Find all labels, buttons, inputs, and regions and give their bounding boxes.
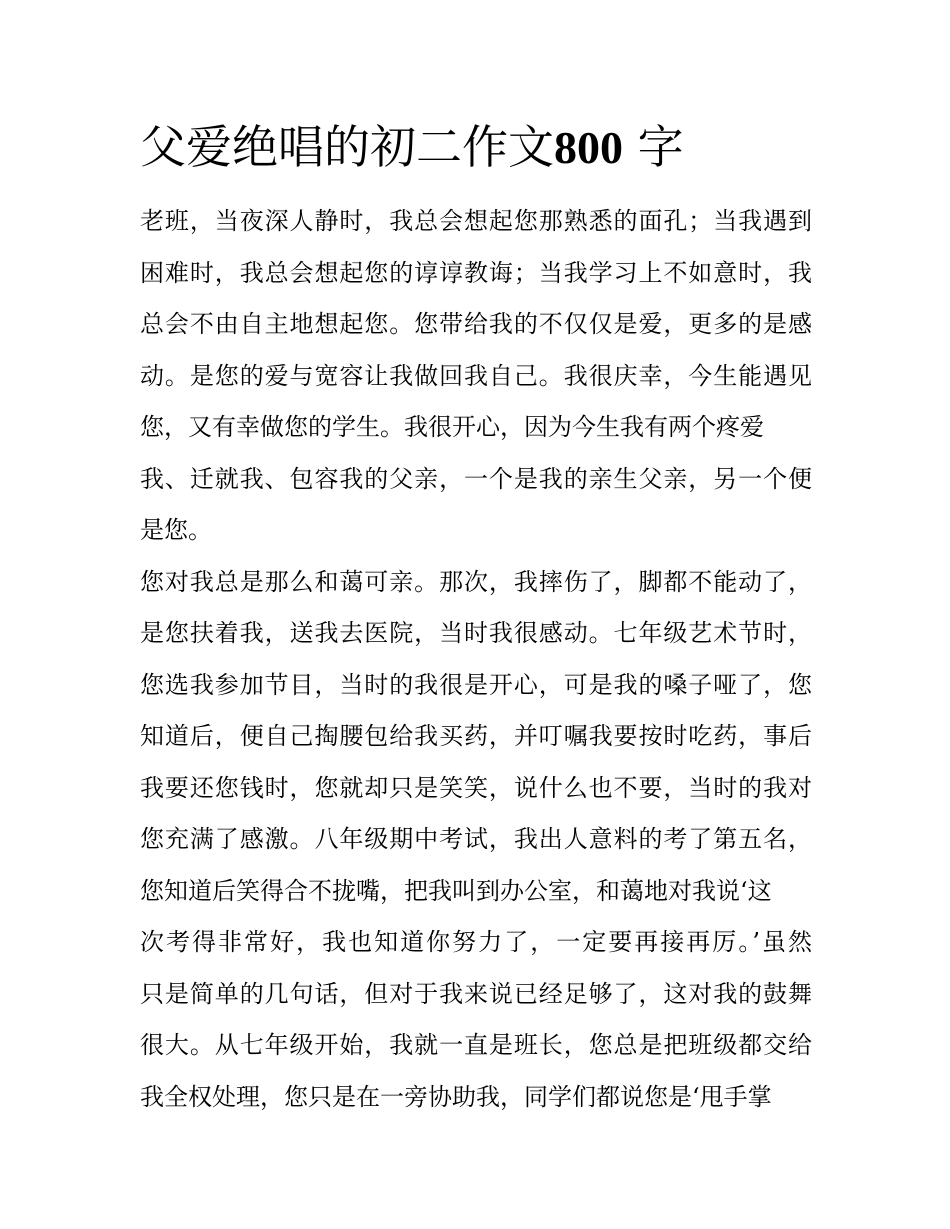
essay-body [140,196,812,1123]
text-line: 我要还您钱时，您就却只是笑笑，说什么也不要，当时的我对 [140,773,812,802]
text-line: 您充满了感激。八年级期中考试，我出人意料的考了第五名， [140,825,812,853]
text-line: 您选我参加节目，当时的我很是开心，可是我的嗓子哑了，您 [140,670,812,699]
text-line: 您知道后笑得合不拢嘴，把我叫到办公室，和蔼地对我说‘这 [140,876,772,905]
text-line: 只是简单的几句话，但对于我来说已经足够了，这对我的鼓舞 [140,979,812,1008]
text-line: 知道后，便自己掏腰包给我买药，并叮嘱我要按时吃药，事后 [140,722,812,750]
title-suffix: 字 [637,120,684,174]
text-line: 老班，当夜深人静时，我总会想起您那熟悉的面孔；当我遇到 [140,207,812,235]
text-line: 总会不由自主地想起您。您带给我的不仅仅是爱，更多的是感 [140,310,812,338]
text-line: 动。是您的爱与宽容让我做回我自己。我很庆幸，今生能遇见 [140,361,812,390]
text-line: 困难时，我总会想起您的谆谆教诲；当我学习上不如意时，我 [140,258,812,287]
text-line: 次考得非常好，我也知道你努力了，一定要再接再厉。’虽然 [140,928,812,956]
text-line: 我、迁就我、包容我的父亲，一个是我的亲生父亲，另一个便 [140,464,812,493]
title-text: 父爱绝唱的初二作文 [140,120,554,174]
page-title [140,112,840,183]
text-line: 我全权处理，您只是在一旁协助我，同学们都说您是‘甩手掌 [140,1082,772,1111]
text-line: 您，又有幸做您的学生。我很开心，因为今生我有两个疼爱 [140,413,764,441]
text-line: 很大。从七年级开始，我就一直是班长，您总是把班级都交给 [140,1031,812,1059]
title-number: 800 [554,122,623,173]
text-line: 您对我总是那么和蔼可亲。那次，我摔伤了，脚都不能动了， [140,567,812,596]
text-line: 是您。 [140,516,212,544]
text-line: 是您扶着我，送我去医院，当时我很感动。七年级艺术节时， [140,619,812,647]
